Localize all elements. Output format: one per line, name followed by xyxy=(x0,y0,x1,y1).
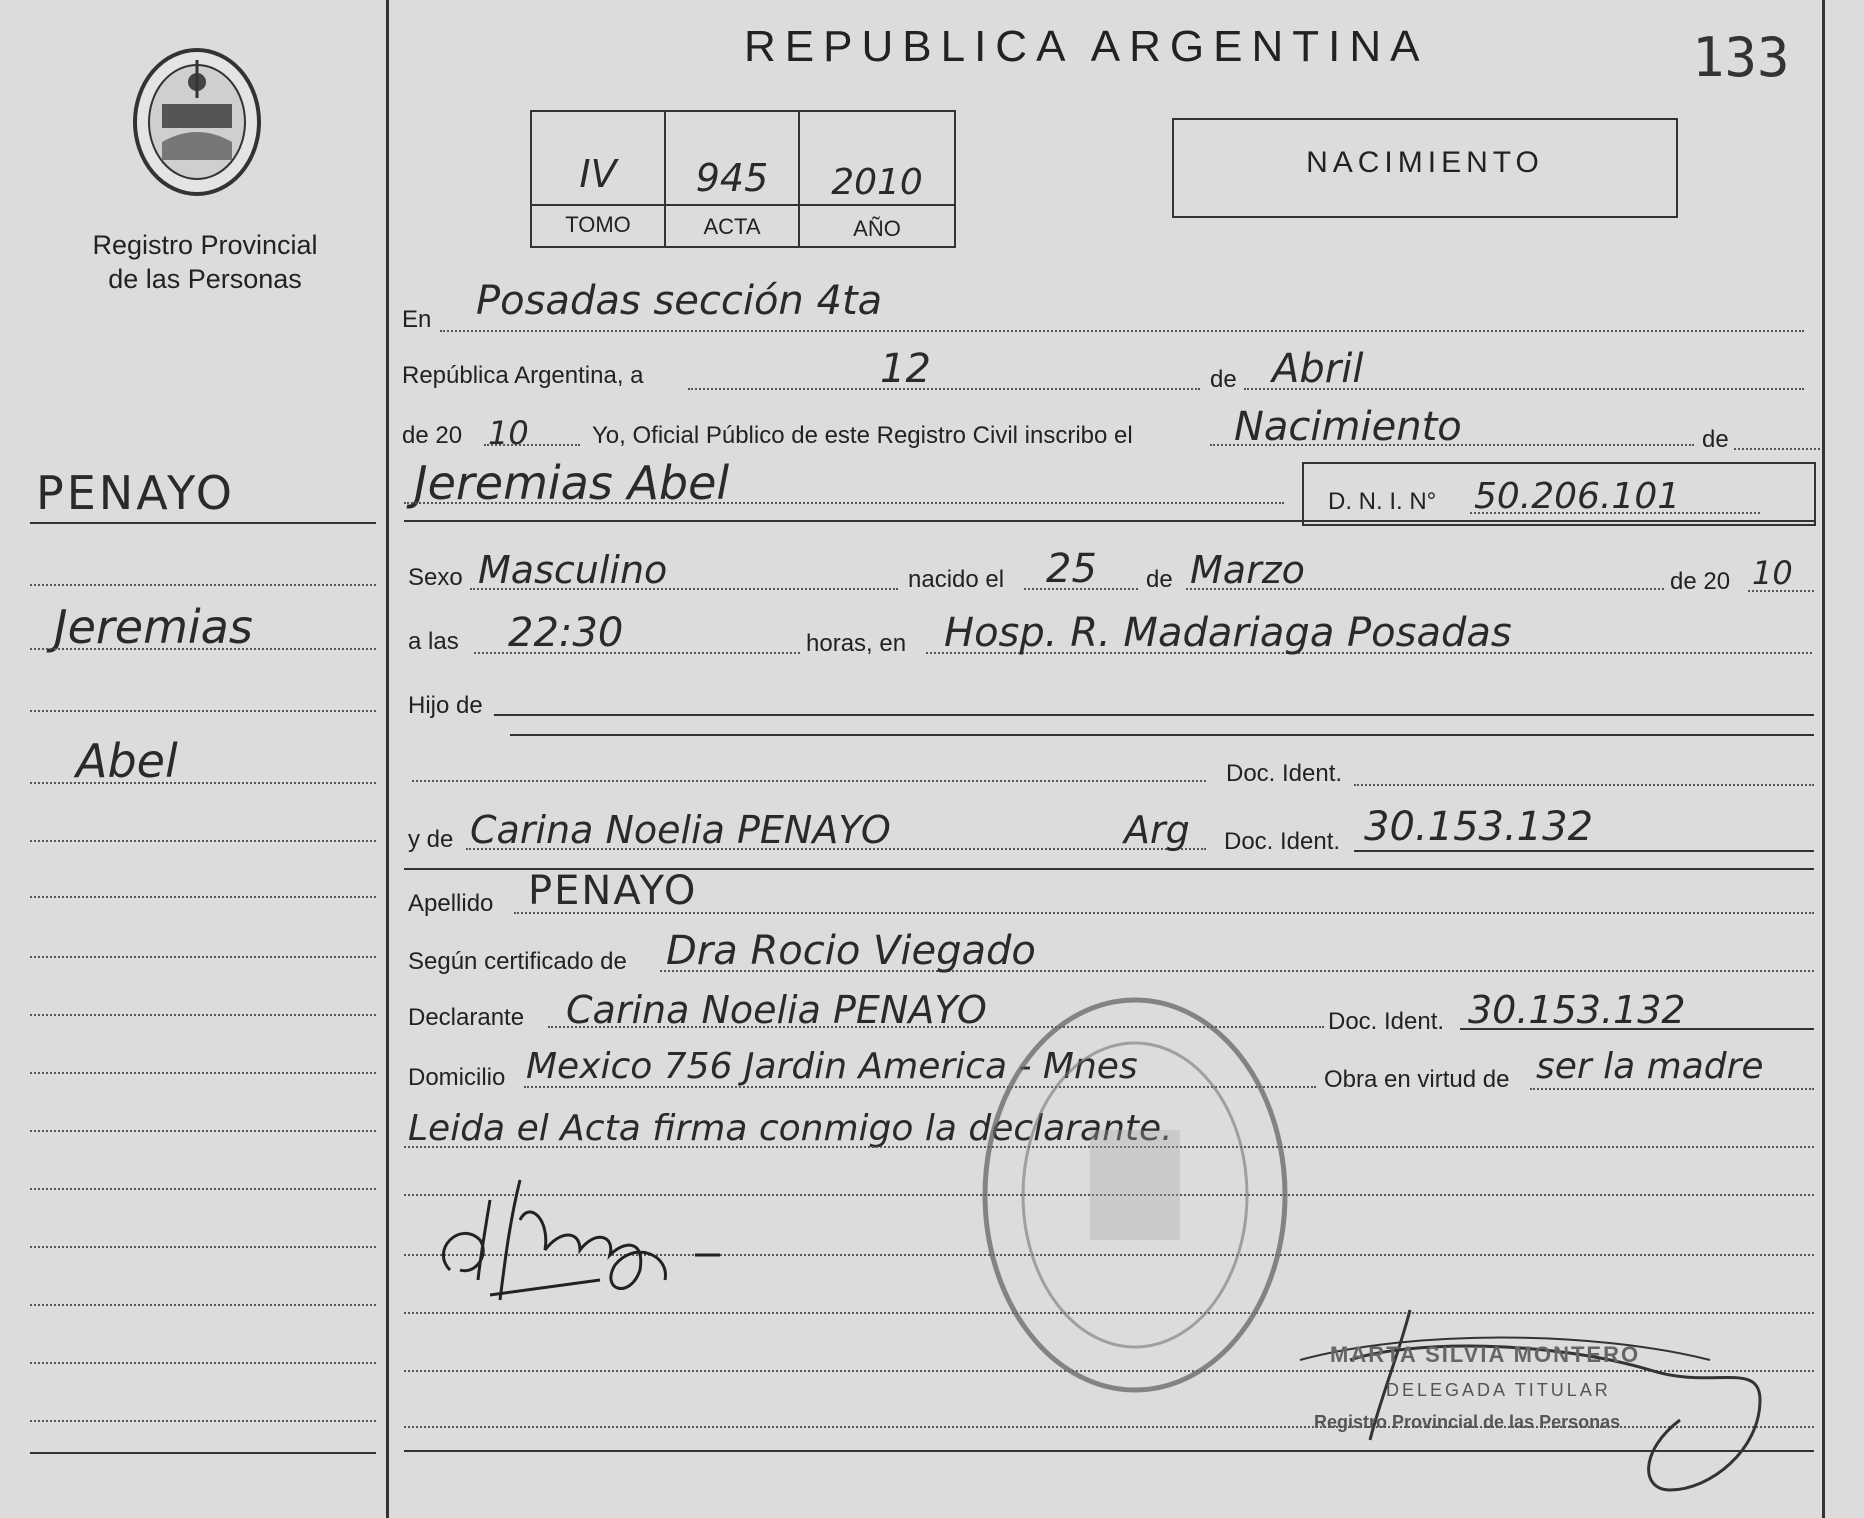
birth-year-prefix: de 20 xyxy=(1670,568,1731,595)
event-value: Nacimiento xyxy=(1234,404,1462,450)
declarante-doc: 30.153.132 xyxy=(1468,988,1686,1032)
sidebar-line-9 xyxy=(30,1014,376,1016)
declarante-label: Declarante xyxy=(408,1004,525,1031)
round-seal-icon xyxy=(970,990,1300,1410)
father-line xyxy=(412,780,1206,782)
declarante-doc-label: Doc. Ident. xyxy=(1328,1008,1445,1035)
signature-declarante-icon xyxy=(420,1160,840,1310)
sidebar-line-13 xyxy=(30,1246,376,1248)
anio-label: AÑO xyxy=(853,216,901,241)
dni-value: 50.206.101 xyxy=(1474,476,1681,517)
sidebar-line-16 xyxy=(30,1420,376,1422)
day-line xyxy=(688,388,1200,390)
alas-label: a las xyxy=(408,628,459,655)
sidebar-line-8 xyxy=(30,956,376,958)
sidebar-line-5 xyxy=(30,782,376,784)
sexo-label: Sexo xyxy=(408,564,463,591)
year-prefix: de 20 xyxy=(402,422,463,449)
birth-day-value: 25 xyxy=(1046,546,1097,592)
mother-name: Carina Noelia PENAYO xyxy=(470,808,891,852)
dni-label: D. N. I. N° xyxy=(1328,488,1437,515)
declarante-signature xyxy=(420,1160,840,1310)
child-name-line xyxy=(404,502,1284,504)
tomo-value: IV xyxy=(579,152,617,196)
registry-name-line-1: Registro Provincial xyxy=(92,230,318,260)
official-office: Registro Provincial de las Personas xyxy=(1314,1412,1621,1432)
obra-line xyxy=(1530,1088,1814,1090)
declarante-value: Carina Noelia PENAYO xyxy=(566,988,987,1032)
obra-label: Obra en virtud de xyxy=(1324,1066,1510,1093)
mother-doc-label: Doc. Ident. xyxy=(1224,828,1341,855)
de-label: de xyxy=(1210,366,1237,393)
official-name: MARTA SILVIA MONTERO xyxy=(1330,1342,1641,1367)
en-label: En xyxy=(402,306,432,333)
sidebar-given-name-2: Abel xyxy=(76,734,178,788)
birth-year-suffix: 10 xyxy=(1752,554,1793,592)
nacido-label: nacido el xyxy=(908,566,1005,593)
sidebar-given-name-1: Jeremias xyxy=(54,600,253,654)
sidebar-line-7 xyxy=(30,896,376,898)
tomo-label: TOMO xyxy=(565,212,631,237)
official-stamp xyxy=(1290,1300,1810,1500)
sidebar-line-4 xyxy=(30,710,376,712)
act-type-box xyxy=(1172,118,1678,218)
official-role: DELEGADA TITULAR xyxy=(1386,1380,1611,1400)
mother-doc-line xyxy=(1354,850,1814,852)
left-vertical-rule xyxy=(386,0,389,1518)
sidebar-surname: PENAYO xyxy=(36,466,235,520)
de-end-label: de xyxy=(1702,426,1729,453)
sidebar-line-14 xyxy=(30,1304,376,1306)
obra-value: ser la madre xyxy=(1536,1046,1764,1087)
sidebar-line-6 xyxy=(30,840,376,842)
sidebar-line-12 xyxy=(30,1188,376,1190)
act-type: NACIMIENTO xyxy=(1306,146,1544,179)
sidebar-line-3 xyxy=(30,648,376,650)
provincial-emblem xyxy=(122,42,272,202)
yo-text: Yo, Oficial Público de este Registro Civil inscribo el xyxy=(592,422,1133,449)
apellido-label: Apellido xyxy=(408,890,494,917)
birth-time: 22:30 xyxy=(508,610,624,656)
child-name: Jeremias Abel xyxy=(414,456,730,510)
registry-name-line-2: de las Personas xyxy=(108,264,302,294)
acta-label: ACTA xyxy=(703,214,761,239)
republica-label: República Argentina, a xyxy=(402,362,644,389)
de-end-line xyxy=(1734,448,1820,450)
sidebar-line-1 xyxy=(30,522,376,524)
acta-value: 945 xyxy=(695,156,769,200)
round-seal xyxy=(970,990,1300,1410)
hijo-label: Hijo de xyxy=(408,692,483,719)
apellido-value: PENAYO xyxy=(528,868,698,914)
father-doc-label: Doc. Ident. xyxy=(1226,760,1343,787)
birth-place-value: Hosp. R. Madariaga Posadas xyxy=(944,610,1512,656)
closing-text: Leida el Acta firma conmigo la declarante. xyxy=(408,1108,1173,1149)
birth-de-label: de xyxy=(1146,566,1173,593)
hijo-line-2 xyxy=(510,734,1814,736)
apellido-line xyxy=(514,912,1814,914)
domicilio-label: Domicilio xyxy=(408,1064,506,1091)
mother-doc: 30.153.132 xyxy=(1364,804,1594,850)
birth-month-value: Marzo xyxy=(1190,548,1305,592)
page-number: 133 xyxy=(1692,26,1790,89)
sidebar-line-2 xyxy=(30,584,376,586)
month-value: Abril xyxy=(1272,346,1364,392)
domicilio-value: Mexico 756 Jardin America - Mnes xyxy=(526,1046,1138,1087)
sidebar-line-11 xyxy=(30,1130,376,1132)
place-line xyxy=(440,330,1804,332)
record-box xyxy=(530,110,956,248)
hijo-line xyxy=(494,714,1814,716)
horas-label: horas, en xyxy=(806,630,907,657)
place-value: Posadas sección 4ta xyxy=(476,278,883,324)
certificado-label: Según certificado de xyxy=(408,948,627,975)
anio-value: 2010 xyxy=(831,162,923,203)
father-doc-line xyxy=(1354,784,1814,786)
yde-label: y de xyxy=(408,826,454,853)
sidebar-line-17 xyxy=(30,1452,376,1454)
right-vertical-rule xyxy=(1822,0,1825,1518)
page-title: REPUBLICA ARGENTINA xyxy=(744,22,1429,71)
year-suffix: 10 xyxy=(488,414,529,452)
certificado-value: Dra Rocio Viegado xyxy=(666,928,1036,974)
sidebar-line-10 xyxy=(30,1072,376,1074)
mother-nationality: Arg xyxy=(1124,808,1190,852)
sidebar-line-15 xyxy=(30,1362,376,1364)
registry-name xyxy=(40,228,370,296)
birth-year-line xyxy=(1748,590,1814,592)
emblem-icon xyxy=(122,42,272,202)
sexo-value: Masculino xyxy=(478,548,668,592)
day-value: 12 xyxy=(880,346,931,392)
